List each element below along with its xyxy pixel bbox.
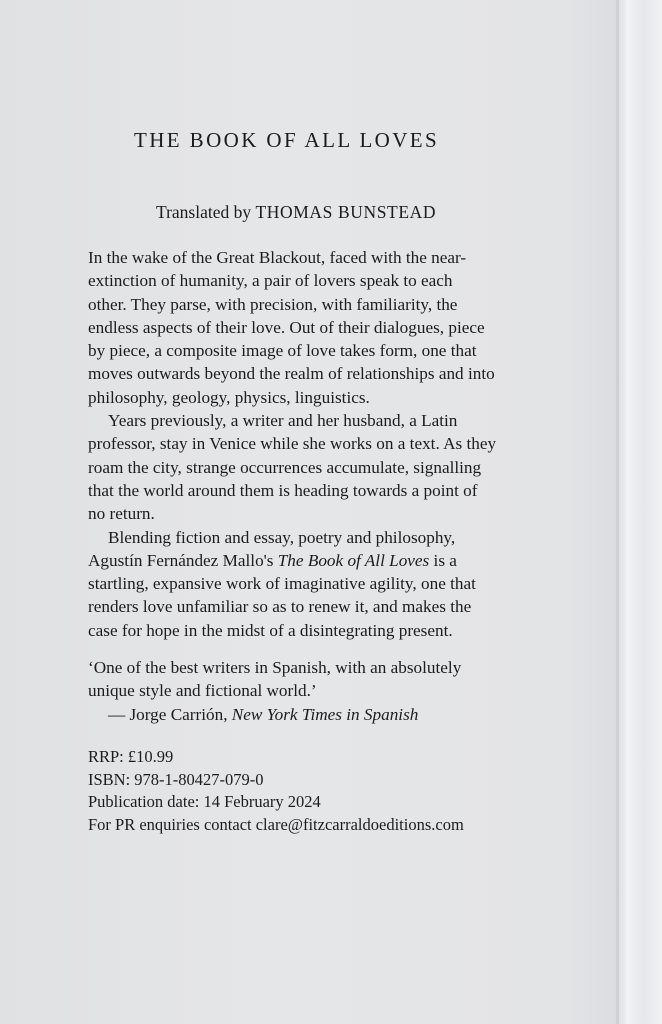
author-name-text: Agustín Fernández Mallo's <box>88 550 278 570</box>
cover-spine-edge <box>616 0 619 1024</box>
blurb <box>88 246 568 642</box>
isbn: ISBN: 978-1-80427-079-0 <box>88 769 264 789</box>
blurb-line: other. They parse, with precision, with familiarity, the <box>88 294 458 314</box>
blurb-line: professor, stay in Venice while she works on a text. As they <box>88 434 497 454</box>
blurb-line: by piece, a composite image of love takes form, one that <box>88 341 477 361</box>
translator-prefix: Translated by <box>156 202 252 222</box>
blurb-line: startling, expansive work of imaginative agility, one that <box>88 574 476 594</box>
publication-date: Publication date: 14 February 2024 <box>88 792 321 811</box>
blurb-line: extinction of humanity, a pair of lovers speak to each <box>88 271 453 291</box>
blurb-line: moves outwards beyond the realm of relationships and into <box>88 364 495 384</box>
translator-credit <box>156 202 536 223</box>
quote-line: unique style and fictional world.’ <box>88 681 317 701</box>
blurb-line: roam the city, strange occurrences accumulate, signalling <box>88 457 482 477</box>
blurb-paragraph-1 <box>88 246 568 409</box>
blurb-paragraph-2 <box>88 409 568 525</box>
blurb-line: that the world around them is heading towards a point of <box>88 480 478 500</box>
blurb-paragraph-3 <box>88 526 568 642</box>
blurb-line: renders love unfamiliar so as to renew it, and makes the <box>88 597 472 617</box>
pr-contact: For PR enquiries contact clare@fitzcarraldoeditions.com <box>88 814 464 834</box>
blurb-line: Blending fiction and essay, poetry and philosophy, <box>108 527 456 547</box>
blurb-line: case for hope in the midst of a disintegrating present. <box>88 620 453 640</box>
blurb-line <box>88 549 568 572</box>
publication-info <box>88 746 568 836</box>
review-quote <box>88 656 568 726</box>
blurb-line: endless aspects of their love. Out of their dialogues, piece <box>88 317 485 337</box>
translator-name: THOMAS BUNSTEAD <box>255 202 437 222</box>
quote-author: — Jorge Carrión, <box>108 704 232 724</box>
blurb-line: Years previously, a writer and her husband, a Latin <box>108 411 458 431</box>
quote-source: New York Times in Spanish <box>231 704 419 724</box>
quote-attribution <box>88 703 568 726</box>
blurb-line: philosophy, geology, physics, linguistics. <box>88 387 370 407</box>
price: RRP: £10.99 <box>88 747 174 766</box>
book-title-italic: The Book of All Loves <box>277 550 430 570</box>
blurb-line: no return. <box>88 504 155 524</box>
quote-line: ‘One of the best writers in Spanish, with an absolutely <box>88 658 462 677</box>
blurb-line-end: is a <box>429 550 457 570</box>
cover-spine <box>626 0 662 1024</box>
book-title: THE BOOK OF ALL LOVES <box>134 128 440 152</box>
blurb-line: In the wake of the Great Blackout, faced with the near- <box>88 248 467 267</box>
